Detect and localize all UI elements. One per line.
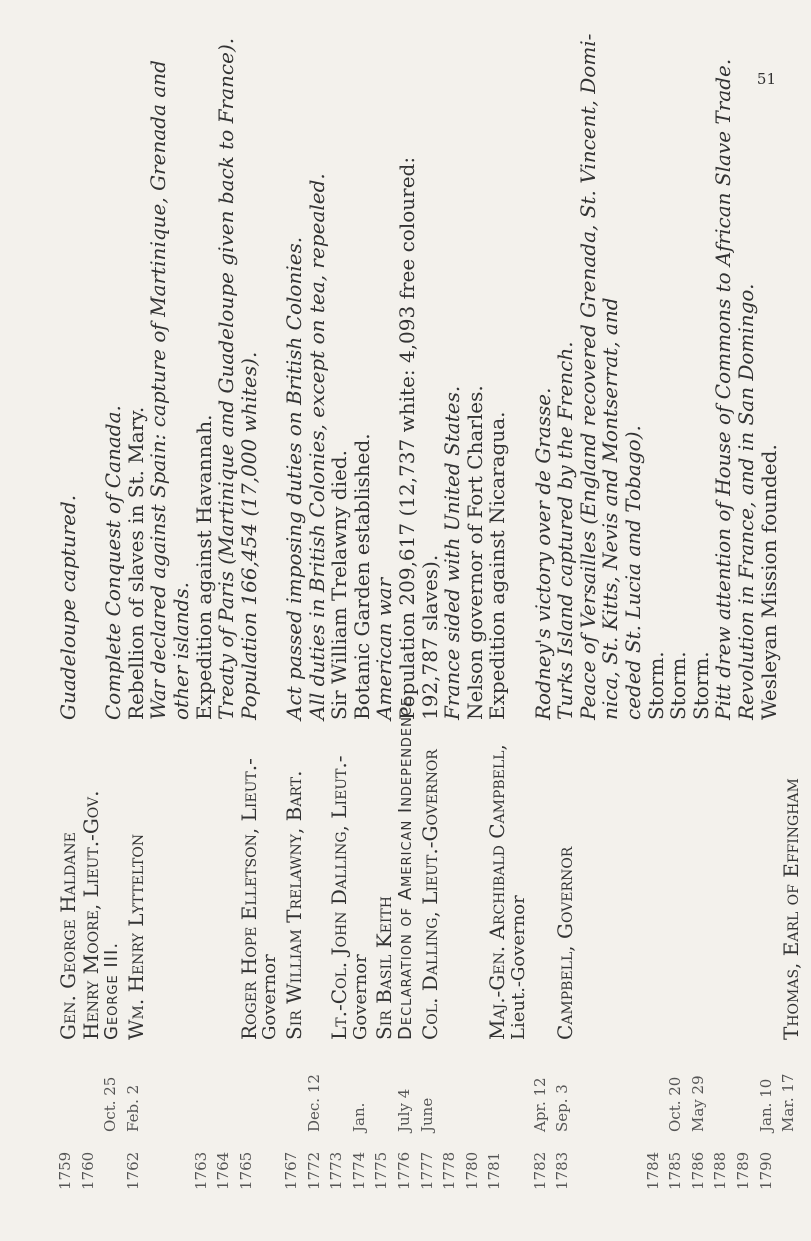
row-event: Nelson governor of Fort Charles.	[462, 385, 487, 720]
row-governor: Lt.-Col. John Dalling, Lieut.-	[327, 755, 352, 1040]
row-year: 1785	[666, 1151, 685, 1190]
row-event: American war	[372, 577, 397, 720]
row-event: Storm.	[688, 651, 713, 720]
row-governor: Governor	[259, 954, 281, 1040]
row-date: Feb. 2	[123, 1084, 142, 1132]
row-event: ceded St. Lucia and Tobago).	[621, 425, 645, 720]
row-year: 1776	[395, 1151, 413, 1190]
row-year: 1773	[327, 1151, 346, 1190]
row-event: Pitt drew attention of House of Commons to African Slave Trade.	[711, 58, 736, 720]
row-year: 1764	[214, 1151, 233, 1190]
row-event: other islands.	[169, 582, 193, 720]
row-governor: Col. Dalling, Lieut.-Governor	[417, 749, 442, 1040]
row-governor: Henry Moore, Lieut.-Gov.	[78, 790, 103, 1040]
row-year: 1783	[553, 1151, 572, 1190]
row-date: Oct. 20	[666, 1076, 685, 1132]
row-governor: Maj.-Gen. Archibald Campbell,	[485, 744, 510, 1040]
row-year: 1762	[123, 1151, 142, 1190]
row-year: 1786	[688, 1151, 707, 1190]
row-year: 1781	[485, 1151, 504, 1190]
row-year: 1774	[349, 1151, 368, 1190]
row-year: 1775	[372, 1151, 391, 1190]
row-date: Oct. 25	[101, 1076, 120, 1132]
row-governor: Thomas, Earl of Effingham	[779, 778, 804, 1040]
row-event: Turks Island captured by the French.	[553, 341, 578, 720]
row-governor: Campbell, Governor	[553, 846, 578, 1040]
row-year: 1772	[304, 1151, 323, 1190]
row-date: June	[417, 1097, 436, 1132]
row-governor: Lieut.-Governor	[508, 895, 529, 1040]
row-date: Apr. 12	[530, 1077, 549, 1132]
page-number: 51	[756, 70, 776, 88]
row-event: Rodney's victory over de Grasse.	[530, 387, 555, 720]
row-year: 1765	[236, 1151, 255, 1190]
row-event: France sided with United States.	[440, 385, 465, 720]
row-year: 1778	[440, 1151, 459, 1190]
row-event: Population 209,617 (12,737 white: 4,093 free coloured:	[395, 156, 419, 720]
row-year: 1780	[462, 1151, 481, 1190]
row-year: 1789	[734, 1151, 752, 1190]
row-date: July 4	[395, 1088, 413, 1132]
row-date: Sep. 3	[553, 1084, 572, 1132]
row-event: Expedition against Havannah.	[191, 414, 216, 720]
row-year: 1777	[417, 1151, 436, 1190]
row-governor: Gen. George Haldane	[56, 832, 80, 1040]
row-year: 1759	[56, 1151, 74, 1190]
row-date: Jan.	[349, 1102, 368, 1132]
row-date: Jan. 10	[756, 1078, 775, 1132]
row-event: Wesleyan Mission founded.	[756, 444, 781, 720]
row-event: Storm.	[643, 651, 668, 720]
row-event: Guadeloupe captured.	[56, 494, 80, 720]
row-event: Population 166,454 (17,000 whites).	[236, 351, 261, 720]
row-event: Storm.	[666, 651, 691, 720]
table-row	[781, 70, 811, 1190]
row-event: Treaty of Paris (Martinique and Guadeloupe given back to France).	[214, 37, 239, 720]
row-event: Revolution in France, and in San Domingo.	[734, 283, 758, 720]
row-date: Mar. 17	[779, 1073, 798, 1132]
row-year: 1782	[530, 1151, 549, 1190]
row-event: Complete Conquest of Canada.	[101, 405, 126, 720]
row-year: 1784	[643, 1151, 662, 1190]
row-governor: George III.	[101, 941, 123, 1040]
row-date: Dec. 12	[304, 1074, 323, 1132]
row-event: 192,787 slaves).	[417, 554, 442, 720]
row-event: Sir William Trelawny died.	[327, 450, 352, 720]
row-event: Act passed imposing duties on British Colonies.	[282, 236, 306, 720]
row-event: nica, St. Kitts, Nevis and Montserrat, and	[598, 297, 623, 720]
row-governor: Sir William Trelawny, Bart.	[282, 770, 306, 1040]
row-governor: Governor	[349, 954, 371, 1040]
chronology-table	[50, 33, 804, 1190]
row-event: Expedition against Nicaragua.	[485, 411, 510, 720]
row-year: 1760	[78, 1151, 97, 1190]
row-governor: Declaration of American Independence	[395, 696, 416, 1040]
row-year: 1790	[756, 1151, 775, 1190]
row-date: May 29	[688, 1075, 707, 1132]
row-event: Botanic Garden established.	[349, 433, 374, 720]
row-governor: Wm. Henry Lyttelton	[123, 833, 148, 1040]
row-year: 1763	[191, 1151, 210, 1190]
row-event: Rebellion of slaves in St. Mary.	[123, 406, 148, 720]
row-governor: Sir Basil Keith	[372, 896, 397, 1040]
row-event: Peace of Versailles (England recovered Grenada, St. Vincent, Domi-	[575, 33, 600, 720]
row-year: 1788	[711, 1151, 730, 1190]
row-event: All duties in British Colonies, except on tea, repealed.	[304, 173, 329, 720]
row-governor: Roger Hope Elletson, Lieut.-	[236, 758, 261, 1040]
row-event: War declared against Spain: capture of Martinique, Grenada and	[146, 60, 171, 720]
row-year: 1767	[282, 1151, 300, 1190]
